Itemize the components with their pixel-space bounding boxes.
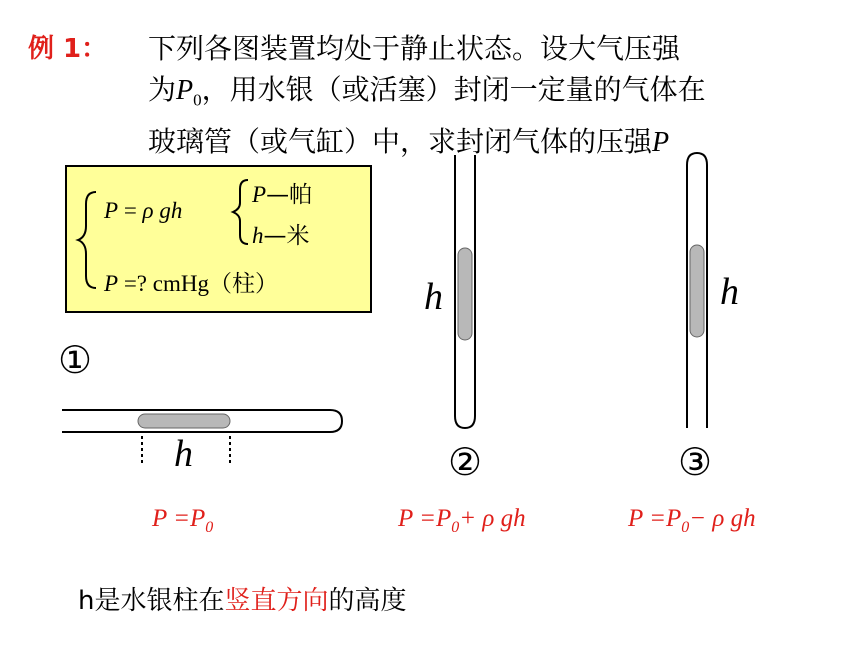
answer-1 <box>152 505 213 537</box>
answer-1-pre: P =P <box>152 505 206 532</box>
figure-2-number: ② <box>448 440 483 484</box>
problem-line-2-post: ，用水银（或活塞）封闭一定量的气体在 <box>201 73 706 106</box>
formula-p: P <box>104 198 119 223</box>
unit-pascal-var: P <box>252 182 267 207</box>
formula-rho: ρ <box>142 198 154 223</box>
unit-pascal-text: —帕 <box>266 182 313 208</box>
unit-meter-text: —米 <box>263 223 310 249</box>
example-label: 例 1： <box>28 34 108 64</box>
answer-2-pre: P =P <box>398 505 452 532</box>
answer-1-sub: 0 <box>205 519 214 536</box>
bottom-note-post: 的高度 <box>328 586 407 616</box>
figure-1-number: ① <box>58 338 93 382</box>
problem-line-2-pre: 为 <box>148 73 177 106</box>
answer-3-sub: 0 <box>681 519 690 536</box>
problem-line-1: 下列各图装置均处于静止状态。设大气压强 <box>148 32 681 65</box>
answer-2-post: + ρ gh <box>459 505 526 532</box>
h-label-2: h <box>424 276 443 318</box>
formula-eq: = <box>118 198 143 223</box>
bottom-note-pre: h是水银柱在 <box>78 586 225 616</box>
bottom-note-highlight: 竖直方向 <box>224 586 329 616</box>
pressure-var: P <box>176 75 194 106</box>
answer-3 <box>628 505 756 537</box>
answer-3-post: − ρ gh <box>689 505 756 532</box>
pressure-subscript: 0 <box>193 90 202 110</box>
h-label-1: h <box>174 433 193 475</box>
unit-meter-var: h <box>252 223 264 248</box>
h-label-3: h <box>720 271 739 313</box>
formula-row2-rhs: =? cmHg（柱） <box>118 271 278 296</box>
figure-3-number: ③ <box>678 440 713 484</box>
mercury-column-3 <box>690 245 704 337</box>
formula-row2-p: P <box>104 271 119 296</box>
pressure-var-p: P <box>652 126 670 158</box>
answer-2-sub: 0 <box>451 519 460 536</box>
bottom-note <box>78 580 407 617</box>
problem-line-3-pre: 玻璃管（或气缸）中，求封闭气体的压强 <box>148 124 653 158</box>
answer-2 <box>398 505 526 537</box>
formula-gh: gh <box>153 198 183 223</box>
answer-3-pre: P =P <box>628 505 682 532</box>
